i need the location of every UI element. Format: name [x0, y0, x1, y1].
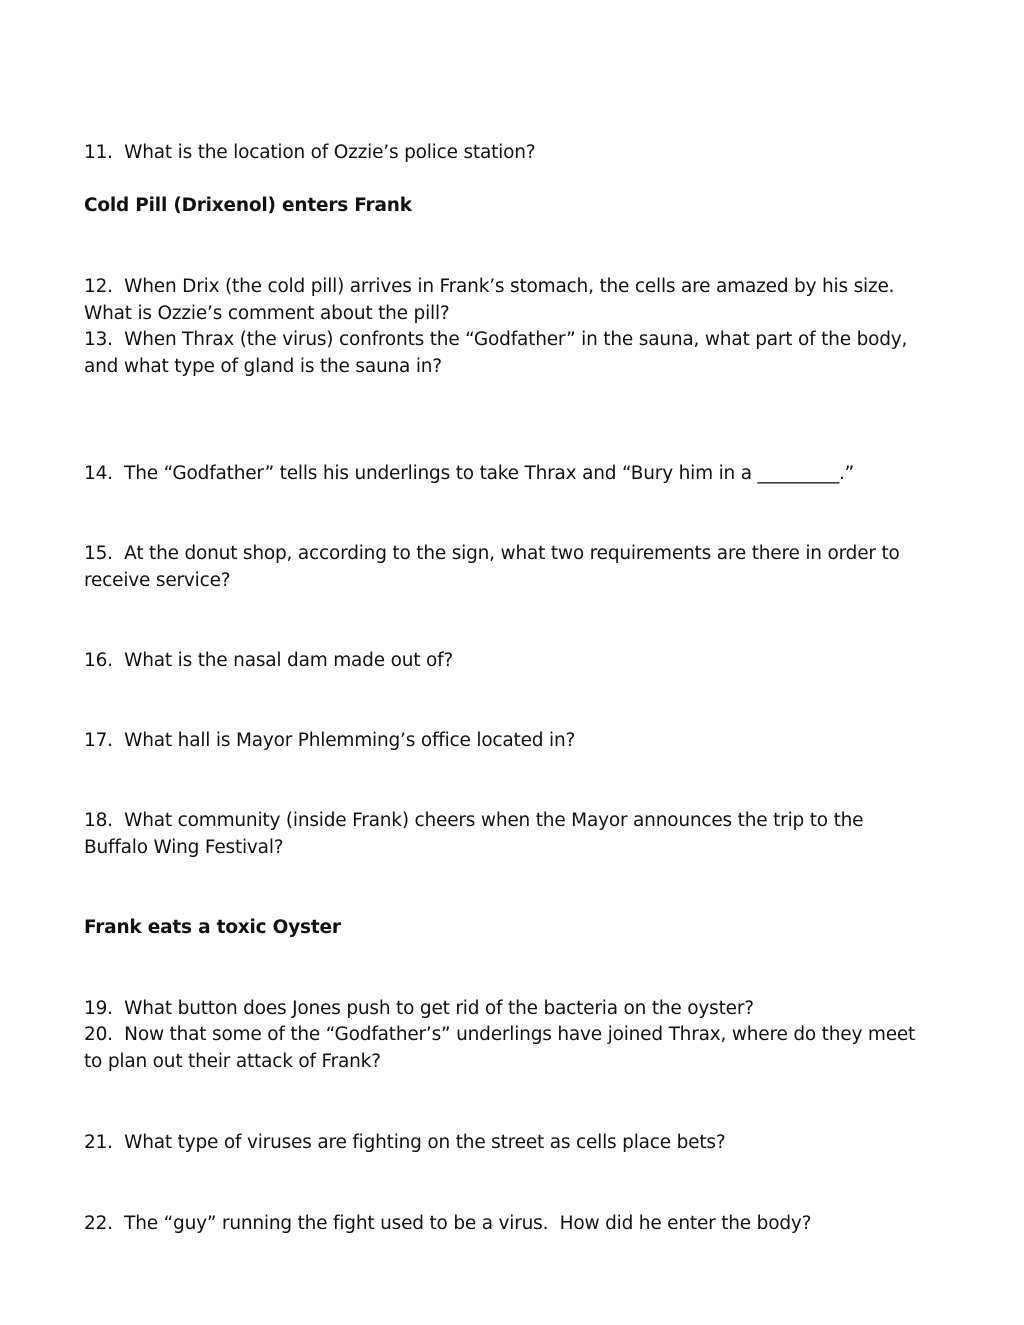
question-text: 22. The “guy” running the fight used to be a virus. How did he enter the body?: [84, 1213, 812, 1234]
question-text: 14. The “Godfather” tells his underlings to take Thrax and “Bury him in a _________.”: [84, 463, 855, 484]
question-text: 21. What type of viruses are fighting on the street as cells place bets?: [84, 1132, 726, 1153]
question-text: 16. What is the nasal dam made out of?: [84, 650, 454, 671]
question-text: 19. What button does Jones push to get rid of the bacteria on the oyster?: [84, 998, 754, 1019]
question-22: [84, 1156, 964, 1291]
question-text: 15. At the donut shop, according to the sign, what two requirements are there in order to receive service?: [84, 543, 900, 591]
section-heading-toxic-oyster: Frank eats a toxic Oyster: [84, 917, 341, 938]
question-text: 17. What hall is Mayor Phlemming’s office located in?: [84, 730, 576, 751]
question-text: 18. What community (inside Frank) cheers when the Mayor announces the trip to the Buffalo Wing Festival?: [84, 810, 864, 858]
section-heading-cold-pill: Cold Pill (Drixenol) enters Frank: [84, 195, 412, 216]
question-text: 12. When Drix (the cold pill) arrives in Frank’s stomach, the cells are amazed by his size. What is Ozzie’s comment about the pill?: [84, 276, 895, 324]
question-text: 20. Now that some of the “Godfather’s” underlings have joined Thrax, where do they meet to plan out their attack of Frank?: [84, 1024, 916, 1072]
question-text: 13. When Thrax (the virus) confronts the “Godfather” in the sauna, what part of the body, and what type of gland is the sauna in?: [84, 329, 908, 377]
question-text: 11. What is the location of Ozzie’s police station?: [84, 142, 536, 163]
